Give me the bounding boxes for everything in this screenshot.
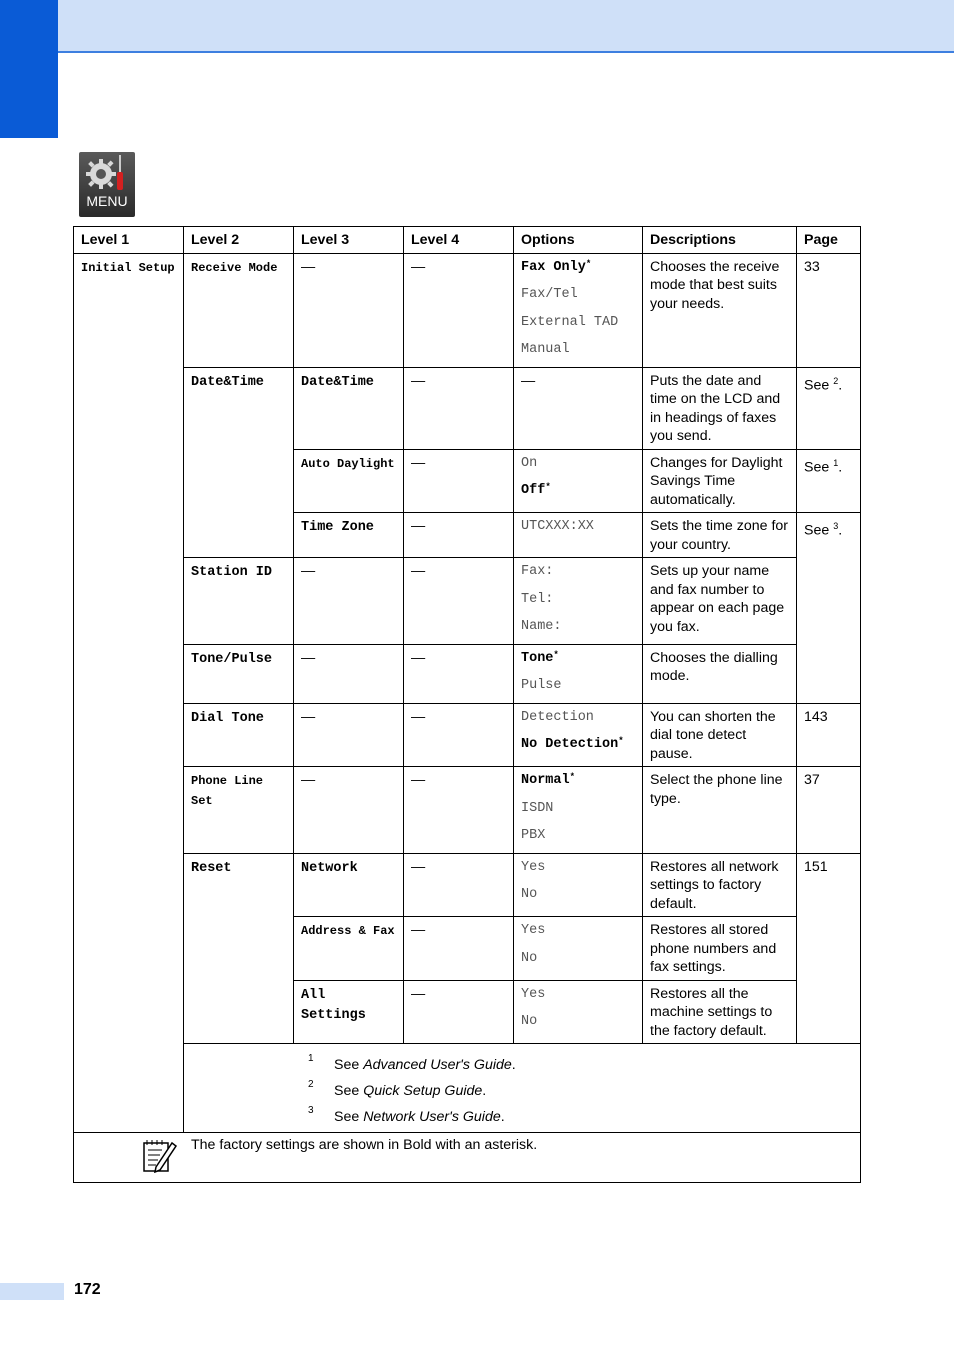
option: No xyxy=(521,950,538,966)
level3-cell xyxy=(294,449,404,513)
option: Yes xyxy=(521,986,546,1002)
option: Yes xyxy=(521,923,546,938)
level3-label: Auto Daylight xyxy=(301,456,395,471)
description-cell: Sets the time zone for your country. xyxy=(643,513,797,558)
level3-label: Address & Fax xyxy=(301,924,395,938)
level3-label: Time Zone xyxy=(301,520,374,535)
table-row xyxy=(74,767,861,854)
level3-cell xyxy=(294,367,404,449)
page-cell: See $^3$. xyxy=(797,513,861,704)
level4-cell: — xyxy=(404,558,514,645)
header-level2: Level 2 xyxy=(184,227,294,254)
level3-cell: — xyxy=(294,644,404,703)
option: External TAD xyxy=(521,314,619,330)
options-cell: — xyxy=(514,367,643,449)
level2-cell xyxy=(184,253,294,367)
chapter-tab-block xyxy=(0,0,58,138)
option: Manual xyxy=(521,342,570,357)
page-cell: See $^2$. xyxy=(797,367,861,449)
option: Pulse xyxy=(521,678,562,693)
header-level1: Level 1 xyxy=(74,227,184,254)
level4-cell: — xyxy=(404,644,514,703)
level2-label: Tone/Pulse xyxy=(191,651,273,667)
level4-cell: — xyxy=(404,513,514,558)
description-cell: Select the phone line type. xyxy=(643,767,797,854)
header-options: Options xyxy=(514,227,643,254)
option: On xyxy=(521,455,538,471)
page-cell: 33 xyxy=(797,253,861,367)
page-cell: See $^1$. xyxy=(797,449,861,513)
level3-cell: — xyxy=(294,253,404,367)
description-cell: Chooses the receive mode that best suits your needs. xyxy=(643,253,797,367)
level3-cell xyxy=(294,980,404,1044)
level2-label: Date&Time xyxy=(191,374,264,390)
option: No xyxy=(521,887,538,902)
option-default: No Detection* xyxy=(521,736,624,752)
level1-cell xyxy=(74,253,184,1133)
gear-screwdriver-icon xyxy=(85,155,129,193)
options-cell xyxy=(514,513,643,558)
option-default: Off* xyxy=(521,482,551,498)
level4-cell: — xyxy=(404,367,514,449)
option: Yes xyxy=(521,859,546,875)
level4-cell: — xyxy=(404,703,514,767)
footnote: 1 See Advanced User's Guide. xyxy=(308,1053,516,1073)
footnote: 2 See Quick Setup Guide. xyxy=(308,1079,487,1099)
option: UTCXXX:XX xyxy=(521,519,594,534)
description-cell: Changes for Daylight Savings Time automatically. xyxy=(643,449,797,513)
description-cell: Puts the date and time on the LCD and in headings of faxes you send. xyxy=(643,367,797,449)
option: Detection xyxy=(521,709,594,725)
level2-label: Reset xyxy=(191,860,232,876)
option: ISDN xyxy=(521,800,554,816)
page-number: 172 xyxy=(74,1281,101,1298)
description-cell: Chooses the dialling mode. xyxy=(643,644,797,703)
header-level3: Level 3 xyxy=(294,227,404,254)
page-cell: 151 xyxy=(797,853,861,1044)
options-cell xyxy=(514,449,643,513)
table-header-row xyxy=(74,227,861,254)
note-text: The factory settings are shown in Bold with an asterisk. xyxy=(191,1137,538,1153)
header-descriptions: Descriptions xyxy=(643,227,797,254)
level2-label: Dial Tone xyxy=(191,710,264,726)
table-row xyxy=(74,367,861,449)
table-row xyxy=(74,644,861,703)
description-cell: You can shorten the dial tone detect pause. xyxy=(643,703,797,767)
option: PBX xyxy=(521,828,546,843)
level3-label: Network xyxy=(301,860,358,876)
option: No xyxy=(521,1014,538,1029)
level2-cell xyxy=(184,703,294,767)
level2-label: Station ID xyxy=(191,565,273,580)
header-band xyxy=(58,0,954,53)
option-default: Normal* xyxy=(521,772,576,788)
level4-cell: — xyxy=(404,449,514,513)
level4-cell: — xyxy=(404,253,514,367)
level2-cell xyxy=(184,558,294,645)
level3-label: All Settings xyxy=(301,987,366,1023)
table-row xyxy=(74,558,861,645)
level2-label: Receive Mode xyxy=(191,260,278,275)
level1-label: Initial Setup xyxy=(81,260,175,275)
level2-label: Phone Line Set xyxy=(191,774,264,808)
footnotes xyxy=(191,1048,853,1129)
level3-cell: — xyxy=(294,767,404,854)
level3-cell xyxy=(294,853,404,917)
footnote: 3 See Network User's Guide. xyxy=(308,1105,505,1125)
note-pencil-icon xyxy=(142,1139,178,1173)
page-cell: 37 xyxy=(797,767,861,854)
menu-label: MENU xyxy=(86,193,128,209)
table-row xyxy=(74,253,861,367)
level3-cell xyxy=(294,513,404,558)
options-cell xyxy=(514,558,643,645)
level4-cell: — xyxy=(404,917,514,981)
page-cell: 143 xyxy=(797,703,861,767)
level3-cell xyxy=(294,917,404,981)
description-cell: Sets up your name and fax number to appear on each page you fax. xyxy=(643,558,797,645)
page-number-tab xyxy=(0,1283,64,1300)
level2-cell xyxy=(184,767,294,854)
menu-icon xyxy=(79,152,135,217)
level4-cell: — xyxy=(404,853,514,917)
options-cell xyxy=(514,253,643,367)
options-cell xyxy=(514,703,643,767)
options-cell xyxy=(514,767,643,854)
option: Name: xyxy=(521,619,562,634)
level2-cell xyxy=(184,644,294,703)
table-row xyxy=(74,703,861,767)
option-default: Tone* xyxy=(521,649,559,666)
level4-cell: — xyxy=(404,980,514,1044)
option-default: Fax Only* xyxy=(521,258,592,275)
option: Fax: xyxy=(521,564,554,579)
level2-cell xyxy=(184,367,294,558)
option: Tel: xyxy=(521,591,554,607)
header-level4: Level 4 xyxy=(404,227,514,254)
level3-cell: — xyxy=(294,558,404,645)
table-row xyxy=(74,853,861,917)
level2-cell xyxy=(184,853,294,1044)
level4-cell: — xyxy=(404,767,514,854)
header-page: Page xyxy=(797,227,861,254)
options-cell xyxy=(514,644,643,703)
level3-cell: — xyxy=(294,703,404,767)
option: Fax/Tel xyxy=(521,287,578,302)
settings-table xyxy=(73,226,861,1183)
note-row xyxy=(74,1133,861,1183)
options-cell xyxy=(514,853,643,917)
description-cell: Restores all network settings to factory default. xyxy=(643,853,797,917)
footnotes-row xyxy=(74,1044,861,1133)
options-cell xyxy=(514,980,643,1044)
description-cell: Restores all the machine settings to the factory default. xyxy=(643,980,797,1044)
options-cell xyxy=(514,917,643,981)
level3-label: Date&Time xyxy=(301,374,374,390)
description-cell: Restores all stored phone numbers and fax settings. xyxy=(643,917,797,981)
